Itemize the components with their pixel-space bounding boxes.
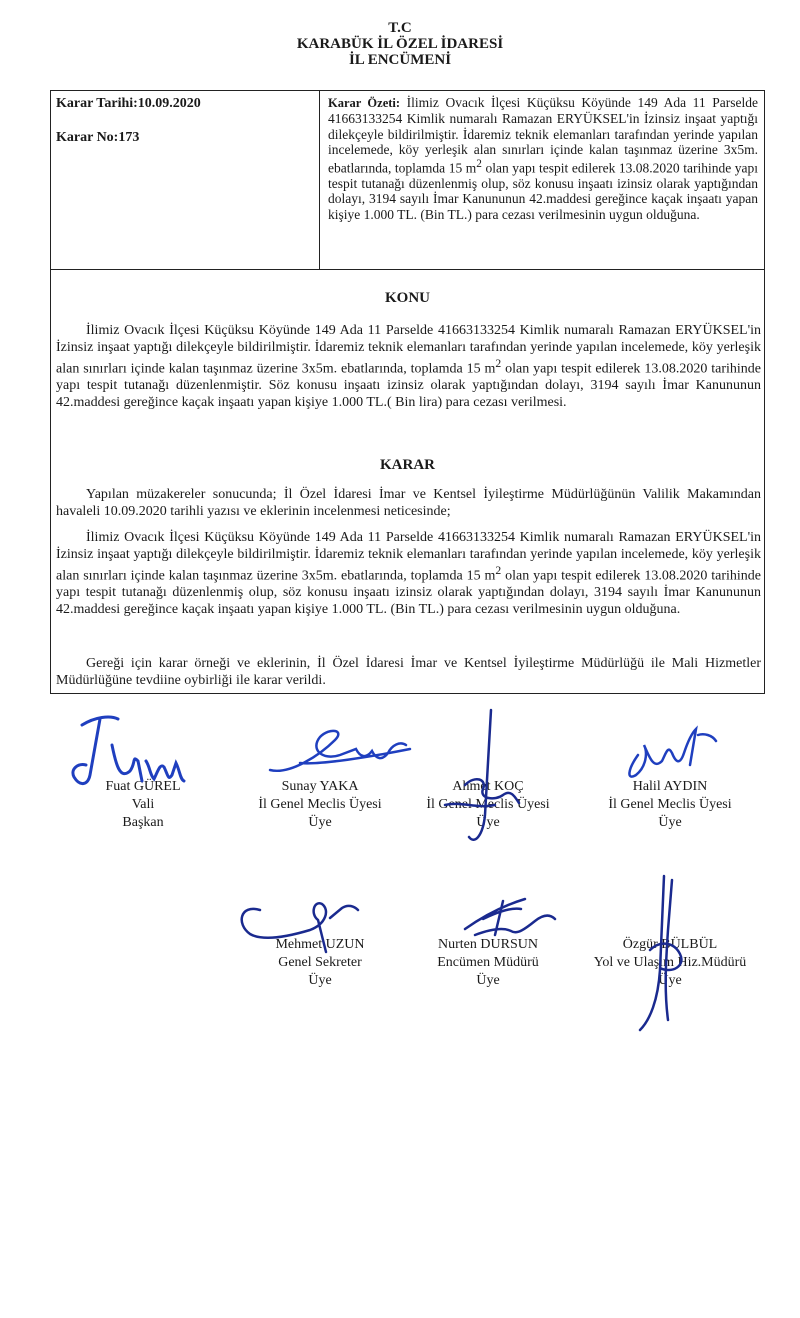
signatory-name: Fuat GÜREL xyxy=(105,779,181,794)
signatory-role: Üye xyxy=(658,815,682,830)
signatory-name: Halil AYDIN xyxy=(632,779,708,794)
signatory-name: Ahmet KOÇ xyxy=(452,779,524,794)
konu-superscript: 2 xyxy=(495,357,502,370)
signatory-role: Üye xyxy=(308,815,332,830)
signatory-role: Üye xyxy=(476,815,500,830)
signature-scribble xyxy=(425,705,535,855)
karar-text-cont: olan yapı tespit edilerek 13.08.2020 tarihinde yapı tespit tutanağı düzenlenmiş olup, söz konusu inşaatı izinsiz olarak yaptığından dolayı, 3194 sayılı İmar Kanununun 42.maddesi gereğince kaçak inşaatı yapan kişiye 1.000 TL. (Bin TL.) para cezası verilmesinin uygun olduğuna. xyxy=(56,568,761,617)
signatory-title: İl Genel Meclis Üyesi xyxy=(258,797,382,812)
summary-label: Karar Özeti: xyxy=(328,96,401,110)
decision-meta-cell xyxy=(50,90,320,270)
karar-text: İlimiz Ovacık İlçesi Küçüksu Köyünde 149 Ada 11 Parselde 41663133254 Kimlik numaralı Ramazan ERYÜKSEL'in İzinsiz inşaat yaptığı dilekçeyle bildirilmiştir. İdaremiz teknik elemanları tarafından yerinde yapılan incelemede, köy yerleşik alan sınırları içinde kalan taşınmaz üzerine 3x5m. ebatlarında, toplamda 15 m xyxy=(56,530,761,584)
signatory-title: İl Genel Meclis Üyesi xyxy=(608,797,732,812)
header-line-council: İL ENCÜMENİ xyxy=(348,52,452,68)
konu-text: İlimiz Ovacık İlçesi Küçüksu Köyünde 149 Ada 11 Parselde 41663133254 Kimlik numaralı Ramazan ERYÜKSEL'in İzinsiz inşaat yaptığı dilekçeyle bildirilmiştir. İdaremiz teknik elemanları tarafından yerinde yapılan incelemede, köy yerleşik alan sınırları içinde kalan taşınmaz üzerine 3x5m. ebatlarında, toplamda 15 m xyxy=(56,323,761,377)
decision-summary-cell xyxy=(328,95,758,222)
summary-text: İlimiz Ovacık İlçesi Küçüksu Köyünde 149 Ada 11 Parselde 41663133254 Kimlik numaralı Ramazan ERYÜKSEL'in İzinsiz inşaat yaptığı dilekçeyle bildirilmiştir. İdaremiz teknik elemanları tarafından yerinde yapılan incelemede, köy yerleşik alan sınırları içinde kalan taşınmaz üzerine 3x5m. ebatlarında, toplamda 15 m xyxy=(328,95,758,176)
signature-scribble xyxy=(260,715,420,785)
signature-scribble xyxy=(455,885,565,945)
signature-scribble xyxy=(230,880,380,965)
signatory-title: Genel Sekreter xyxy=(278,955,362,970)
signatory-name: Nurten DURSUN xyxy=(438,937,538,952)
signatory-name: Mehmet UZUN xyxy=(275,937,365,952)
header-line-institution: KARABÜK İL ÖZEL İDARESİ xyxy=(296,36,504,52)
signatory-role: Üye xyxy=(658,973,682,988)
signatory-title: Vali xyxy=(131,797,155,812)
header-line-tc: T.C xyxy=(388,20,412,36)
signatory-block xyxy=(240,778,400,832)
signatory-role: Başkan xyxy=(122,815,164,830)
decision-date: Karar Tarihi:10.09.2020 xyxy=(56,96,201,111)
signatory-title: Encümen Müdürü xyxy=(437,955,539,970)
konu-paragraph xyxy=(56,323,761,411)
signatory-title: Yol ve Ulaşım Hiz.Müdürü xyxy=(593,955,747,970)
decision-number: Karar No:173 xyxy=(56,130,140,145)
signatory-title: İl Genel Meclis Üyesi xyxy=(426,797,550,812)
summary-text-cont: olan yapı tespit edilerek 13.08.2020 tarihinde yapı tespit tutanağı düzenlenmiş olup, söz konusu inşaatı izinsiz olarak yaptığından dolayı, 3194 sayılı İmar Kanununun 42.maddesi gereğince kaçak inşaatı yapan kişiye 1.000 TL. (Bin TL.) para cezası verilmesinin uygun olduğuna. xyxy=(328,160,758,222)
signature-scribble xyxy=(620,870,700,1040)
signature-scribble xyxy=(60,705,220,800)
konu-text-cont: olan yapı tespit edilerek 13.08.2020 tarihinde yapı tespit tutanağı düzenlenmiştir. Söz konusu inşaatı izinsiz olarak yaptığından dolayı, 3194 sayılı İmar Kanununun 42.maddesi gereğince kaçak inşaatı yapan kişiye 1.000 TL.( Bin lira) para cezası verilmesi. xyxy=(56,361,761,410)
karar-superscript: 2 xyxy=(495,564,502,577)
karar-title: KARAR xyxy=(380,457,435,473)
signatory-name: Sunay YAKA xyxy=(281,779,359,794)
summary-row xyxy=(50,90,765,270)
document-header xyxy=(0,20,800,68)
signature-scribble xyxy=(608,705,728,790)
signatory-role: Üye xyxy=(476,973,500,988)
signatory-role: Üye xyxy=(308,973,332,988)
signatory-name: Özgür BÜLBÜL xyxy=(622,937,718,952)
karar-paragraph-1: Yapılan müzakereler sonucunda; İl Özel İdaresi İmar ve Kentsel İyileştirme Müdürlüğünün Valilik Makamından havaleli 10.09.2020 tarihli yazısı ve eklerinin incelenmesi neticesinde; xyxy=(56,487,761,519)
karar-paragraph-3: Gereği için karar örneği ve eklerinin, İl Özel İdaresi İmar ve Kentsel İyileştirme Müdürlüğü ile Mali Hizmetler Müdürlüğüne tevdiine oybirliği ile karar verildi. xyxy=(56,656,761,688)
karar-paragraph-2 xyxy=(56,530,761,618)
konu-title: KONU xyxy=(385,290,430,306)
summary-superscript: 2 xyxy=(476,158,482,171)
